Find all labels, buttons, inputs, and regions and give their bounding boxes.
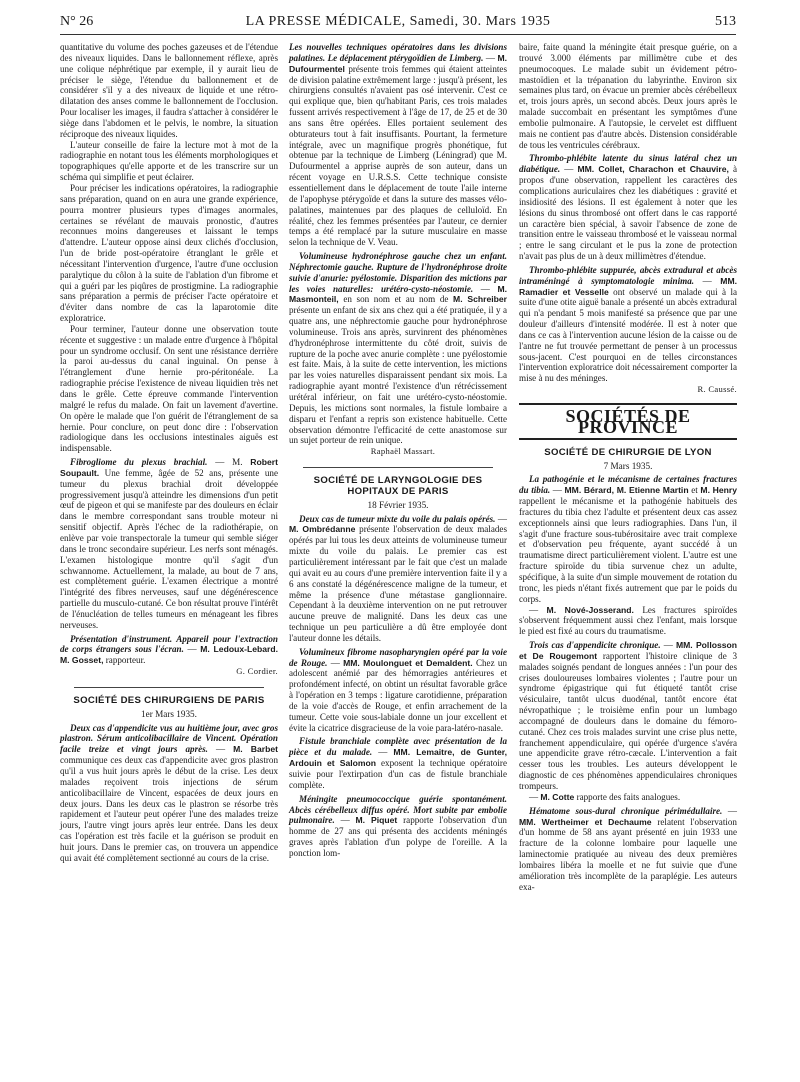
article-entry: — M. Nové-Josserand. Les fractures spiroïdes s'observent fréquemment aussi chez l'enfant, mais lorsque le pied est fixé au cours du traumatisme. (519, 604, 738, 637)
article-title: Thrombo-phlébite latente du sinus latéral chez un diabétique. (519, 153, 737, 175)
article-entry: Méningite pneumococcique guérie spontanément. Abcès cérébelleux diffus opéré. Mort subite par embolie pulmonaire. — M. Piquet rapporte l'observation d'un homme de 27 ans qui présenta des accidents méningés graves après l'ablation d'un polype de l'oreille. A la ponction lom- (289, 793, 507, 858)
author-name: MM. Bérard, M. Etienne Martin (564, 485, 689, 496)
article-entry: Volumineuse hydronéphrose gauche chez un enfant. Néphrectomie gauche. Rupture de l'hydronéphrose droite suivie d'anurie: pyélostomie. Disparition des mictions par les voies naturelles: urétéro-cysto-néostomie. — M. Masmonteil, en son nom et au nom de M. Schreiber présente un enfant de six ans chez qui a été pratiquée, il y a quatre ans, une néphrectomie gauche pour hydronéphrose volumineuse. Trois ans après, survinrent des phénomènes d'hydronéphrose intermittente du côté droit, suivis de rupture de la poche avec anurie complète : une pyélostomie est faite. Mais, à la suite de cette intervention, les mictions par les voies naturelles disparaissent pendant six mois. La radiographie ayant montré l'existence d'un rétrécissement urétéral inférieur, on fait une urétéro-cysto-néostomie. Depuis, les mictions sont normales, la fistule lombaire a disparu et l'enfant a repris son existence habituelle. Cette observation démontre l'efficacité de cette anastomose sur un sujet porteur de rein unique. (289, 251, 507, 446)
article-body: relatent l'observation d'un homme de 58 ans ayant présenté en juin 1933 une fracture de la colonne lombaire pour laquelle une laminectomie pratiquée au niveau des deux premières lombaires libéra la moelle et ne fut suivie que d'une amélioration très incomplète de la paraplégie. Les auteurs exa- (519, 816, 737, 892)
article-title: Volumineuse hydronéphrose gauche chez un enfant. Néphrectomie gauche. Rupture de l'hydronéphrose droite suivie d'anurie: pyélostomie. Disparition des mictions par les voies naturelles: urétéro-cysto-néostomie. (289, 251, 507, 294)
author-name: M. Nové-Josserand. (546, 604, 634, 615)
article-body: Chez un adolescent anémié par des hémorragies antérieures et profondément infecté, on obtint un résultat favorable grâce à l'opération en 3 temps : ligature carotidienne, préparation de la voie d'accès de Rouge, et enfin arrachement de la tumeur. Cette voie sous-labiale donne un jour excellent et évite la cicatrice disgracieuse de la voie para-latéro-nasale. (289, 657, 508, 733)
article-body: présente l'observation de deux malades opérés par lui tous les deux atteints de volumineuse tumeur mixte du voile du palais. Le premier cas est particulièrement intéressant par le fait que c'est un malade qui avait eu au cours d'une première intervention faite il y a 6 ans constaté la dégénérescence maligne de la tumeur, et même la présence d'une métastase ganglionnaire. Cependant à la deuxième intervention on ne put retrouver aucune preuve de malignité. Dans les deux cas une technique un peu particulière a dû être employée dont l'auteur donne les détails. (289, 524, 507, 643)
paragraph: L'auteur conseille de faire la lecture mot à mot de la radiographie en notant tous les éléments morphologiques et topographiques qu'elle apporte et de les transcrire sur un schéma qui simplifie et peut éclairer. (60, 139, 278, 183)
article-entry: Deux cas d'appendicite vus au huitième jour, avec gros plastron. Sérum anticolibacillaire de Vincent. Opération facile treize et vingt jours après. — M. Barbet communique ces deux cas d'appendicite avec gros plastron qu'il a vus huit jours après le début de la crise. Les deux malades reçoivent trois injections de sérum anticolibacillaire de Vincent, espacées de deux jours en deux jours. Dans les deux cas le plastron se résorbe très rapidement et l'auteur peut opérer l'une des malades treize jours, l'autre vingt jours après leur entrée. Dans les deux cas l'opération est très facile et la guérison se produit en huit jours. Dans le premier cas, on trouvera un appendice qui avait été complètement sectionné au cours de la crise. (60, 722, 279, 863)
column-1 (60, 42, 278, 864)
article-body: Les fractures spiroïdes s'observent fréquemment aussi chez l'enfant, mais lorsque le pied est fixé au cours du traumatisme. (519, 604, 738, 637)
signature: Raphaël Massart. (370, 446, 436, 457)
article-entry: Thrombo-phlébite suppurée, abcès extradural et abcès intraméningé à symptomatologie minima. — MM. Ramadier et Vesselle ont observé un malade qui à la suite d'une otite aiguë banale a présenté un abcès extradural qui n'a pendant 5 mois manifesté sa présence que par une douleur d'ailleurs d'intensité modérée. Il est à noter que dans ce cas à l'intervention aucune lésion de la caisse ou de l'antre ne fut trouvée permettant de penser à un processus sous-jacent. C'est pourquoi en de telles circonstances l'intervention exploratrice doit nécessairement comporter la mise à nu des méninges. (519, 264, 738, 384)
article-title: Deux cas de tumeur mixte du voile du palais opérés. (299, 513, 496, 524)
page-header (60, 14, 736, 35)
society-heading: SOCIÉTÉ DE CHIRURGIE DE LYON (544, 446, 712, 458)
author-name: MM. Pollosson et De Rougemont (519, 640, 738, 661)
journal-title: LA PRESSE MÉDICALE, Samedi, 30. Mars 1935 (245, 14, 551, 29)
article-entry: Volumineux fibrome nasopharyngien opéré par la voie de Rouge. — MM. Moulonguet et Demaldent. Chez un adolescent anémié par des hémorragies antérieures et profondément infecté, on obtint un résultat favorable grâce à l'opération en 3 temps : ligature carotidienne, préparation de la voie d'accès de Rouge, et enfin arrachement de la tumeur. Cette voie sous-labiale donne un jour excellent et évite la cicatrice disgracieuse de la voie para-latéro-nasale. (289, 646, 508, 733)
author-name: MM. Ramadier et Vesselle (519, 275, 737, 297)
author-name: M. Dufourmentel (289, 52, 508, 74)
article-body: rapportent l'histoire clinique de 3 malades soignés pendant de longues années : l'un pour des crises douloureuses lombaires violentes ; l'autre pour un syndrome épigastrique qui fut étiqueté tantôt crise vésiculaire, tantôt ulcus duodénal, tantôt encore état névropathique ; le troisième enfin pour un lumbago accompagné de douleurs dans le domaine du fémoro-cutané. Chez ces trois malades survint une crise plus nette, franchement appendiculaire, qui opérée d'urgence s'avéra une appendicite grave rétro-cæcale. L'intervention a fait cesser tous les troubles. Les auteurs développent le diagnostic de ces phénomènes appendiculaires chroniques trompeurs. (519, 650, 738, 791)
column-3 (519, 42, 737, 892)
article-entry: — M. Cotte rapporte des faits analogues. (529, 791, 681, 802)
signature: R. Caussé. (697, 384, 737, 395)
article-entry: Trois cas d'appendicite chronique. — MM. Pollosson et De Rougemont rapportent l'histoire clinique de 3 malades soignés pendant de longues années : l'un pour des crises douloureuses lombaires violentes ; l'autre pour un syndrome épigastrique qui fut étiqueté tantôt crise vésiculaire, tantôt ulcus duodénal, tantôt encore état névropathique ; le troisième enfin pour un lumbago accompagné de douleurs dans le domaine du fémoro-cutané. Chez ces trois malades survint une crise plus nette, franchement appendiculaire, qui opérée d'urgence s'avéra une appendicite grave rétro-cæcale. L'intervention a fait cesser tous les troubles. Les auteurs développent le diagnostic de ces phénomènes appendiculaires chroniques trompeurs. (519, 640, 738, 791)
article-entry: Thrombo-phlébite latente du sinus latéral chez un diabétique. — MM. Collet, Charachon et Chauvire, à propos d'une observation, rappellent les caractères des complications auriculaires chez les diabétiques : gravité et insidiosité des lésions. Il est également à noter que les lésions du sinus thrombosé ont offert dans le cas rapporté un caractère bien spécial, à savoir l'absence de zone de transition entre le vaisseau thrombosé et le vaisseau normal ; entre le sang circulant et le pus la zone de protection n'avait pas plus de un à deux millimètres d'étendue. (519, 153, 738, 262)
session-date: 1er Mars 1935. (141, 708, 197, 719)
article-entry: Fibrogliome du plexus brachial. — M. Robert Soupault. Une femme, âgée de 52 ans, présente une tumeur du plexus brachial droit développée progressivement jusqu'à atteindre les dimensions d'un petit œuf de pigeon et qui se manifeste par des douleurs en éclair dans le membre correspondant sans trouble moteur ni sensitif objectif. Après l'échec de la radiothérapie, on enlève par voie transpectorale la tumeur qui semble siéger dans le tronc secondaire supérieur. Les nerfs sont ménagés. L'examen histologique montre qu'il s'agit d'un schwannome. Actuellement, la malade, au bout de 7 ans, est complètement guérie. L'examen électrique a montré l'intégrité des fibres nerveuses, sauf une dégénérescence partielle du musculo-cutané. Ce bon résultat prouve l'intérêt de l'énucléation de telles tumeurs en ménageant les fibres nerveuses. (60, 457, 278, 630)
article-body: présente un enfant de six ans chez qui a été pratiquée, il y a quatre ans, une néphrectomie gauche pour hydronéphrose volumineuse. Trois ans après, survinrent des phénomènes d'hydronéphrose intermittente du côté droit, suivis de rupture de la poche avec anurie complète : une pyélostomie est faite. Mais, à la suite de cette intervention, les mictions par les voies naturelles disparaissent pendant six mois. La radiographie ayant montré l'existence d'un rétrécissement urétéral inférieur, on fait une urétéro-cysto-néostomie. Depuis, les mictions sont normales, la fistule lombaire a disparu et l'enfant a repris son existence habituelle. Cette observation démontre l'efficacité de cette anastomose sur un sujet porteur de rein unique. (289, 305, 507, 446)
column-2 (289, 42, 507, 859)
article-entry: Les nouvelles techniques opératoires dans les divisions palatines. Le déplacement ptérygoïdien de Limberg. — M. Dufourmentel présente trois femmes qui étaient atteintes de division palatine extrêmement large : jusqu'à présent, les chirurgiens consultés n'avaient pas osé intervenir. C'est ce qui explique que, bien qu'habitant Paris, ces trois malades fussent arrivés respectivement à l'âge de 17, de 25 et de 30 ans sans être opérées. Elles portaient seulement des obturateurs tout à fait insuffisants. Pourtant, la fermeture intégrale, avec un magnifique progrès phonétique, fut obtenue par la technique de Limberg (Léningrad) que M. Dufourmentel a apprise auprès de son auteur, dans un récent voyage en U.R.S.S. Cette technique consiste essentiellement dans le déplacement de toute l'aile interne de l'apophyse ptérygoïde et dans la suture des masses vélo-palatines, maintenues par des plaques de celluloïd. En réalité, chez les femmes présentées par l'auteur, ce dernier temps a été remplacé par la suture musculaire en masse selon la technique de V. Veau. (289, 42, 508, 248)
article-title: Méningite pneumococcique guérie spontanément. Abcès cérébelleux diffus opéré. Mort subite par embolie pulmonaire. (289, 793, 507, 826)
session-date: 18 Février 1935. (367, 499, 429, 510)
author-name: M. Schreiber (453, 294, 507, 305)
article-entry: La pathogénie et le mécanisme de certaines fractures du tibia. — MM. Bérard, M. Etienne Martin et M. Henry rappellent le mécanisme et la pathogénie habituels des fractures du tibia chez l'adulte et présentent deux cas assez exceptionnels ainsi que leurs radiographies. Dans l'un, il s'agit d'une fracture sous-tubérositaire avec trait complexe et d'observation peu fréquente, ayant succédé à un traumatisme direct particulièrement violent. L'autre est une fracture spiroïde du tibia survenue chez un adulte, spécifique, à la suite d'un simple mouvement de rotation du tronc, les pieds n'étant fixés autrement que par le poids du corps. (519, 474, 738, 604)
article-title: Trois cas d'appendicite chronique. (529, 640, 661, 651)
article-entry: Hématome sous-dural chronique périmédullaire. — MM. Wertheimer et Dechaume relatent l'observation d'un homme de 58 ans ayant présenté en juin 1933 une fracture de la colonne lombaire pour laquelle une laminectomie pratiquée au niveau des deux premières lombaires libéra la moelle et ne fut suivie que d'une amélioration très incomplète de la paraplégie. Les auteurs exa- (519, 805, 737, 892)
author-name: Robert Soupault. (60, 457, 278, 478)
article-body: à propos d'une observation, rappellent les caractères des complications auriculaires chez les diabétiques : gravité et insidiosité des lésions. Il est également à noter que les lésions du sinus thrombosé ont offert dans le cas rapporté un caractère bien spécial, à savoir l'absence de zone de transition entre le vaisseau thrombosé et le vaisseau normal ; entre le sang circulant et le pus la zone de protection n'avait pas plus de un à deux millimètres d'étendue. (519, 164, 738, 262)
article-body: présente trois femmes qui étaient atteintes de division palatine extrêmement large : jusqu'à présent, les chirurgiens consultés n'avaient pas osé intervenir. C'est ce qui explique que, bien qu'habitant Paris, ces trois malades fussent arrivés respectivement à l'âge de 17, de 25 et de 30 ans sans être opérées. Elles portaient seulement des obturateurs tout à fait insuffisants. Pourtant, la fermeture intégrale, avec un magnifique progrès phonétique, fut obtenue par la technique de Limberg (Léningrad) que M. Dufourmentel a apprise auprès de son auteur, dans un récent voyage en U.R.S.S. Cette technique consiste essentiellement dans le déplacement de toute l'aile interne de l'apophyse ptérygoïde et dans la suture des masses vélo-palatines, maintenues par des plaques de celluloïd. En réalité, chez les femmes présentées par l'auteur, ce dernier temps a été remplacé par la suture musculaire en masse selon la technique de V. Veau. (289, 63, 507, 248)
article-body: communique ces deux cas d'appendicite avec gros plastron qu'il a vus huit jours après le début de la crise. Les deux malades reçoivent trois injections de sérum anticolibacillaire de Vincent, espacées de deux jours en deux jours. Dans les deux cas le plastron se résorbe très rapidement et l'auteur peut opérer l'une des malades treize jours, l'autre vingt jours après leur entrée. Dans les deux cas l'opération est très facile et la guérison se produit en huit jours. Dans le premier cas, on trouvera un appendice qui avait été complètement sectionné au cours de la crise. (60, 755, 278, 863)
article-title: Fistule branchiale complète avec présentation de la pièce et du malade. (289, 736, 507, 758)
article-body: exposent la technique opératoire suivie pour l'extirpation d'un cas de fistule branchiale complète. (289, 758, 507, 790)
society-heading: SOCIÉTÉ DES CHIRURGIENS DE PARIS (73, 694, 265, 706)
author-name: M. Ombrédanne (289, 524, 356, 535)
article-title: Volumineux fibrome nasopharyngien opéré par la voie de Rouge. (289, 646, 507, 668)
article-entry: Fistule branchiale complète avec présentation de la pièce et du malade. — MM. Lemaitre, de Gunter, Ardouin et Salomon exposent la technique opératoire suivie pour l'extirpation d'un cas de fistule branchiale complète. (289, 736, 507, 790)
article-body: ont observé un malade qui à la suite d'une otite aiguë banale a présenté un abcès extradural qui n'a pendant 5 mois manifesté sa présence que par une douleur d'ailleurs d'intensité modérée. Il est à noter que dans ce cas à l'intervention aucune lésion de la caisse ou de l'antre ne fut trouvée permettant de penser à un processus sous-jacent. C'est pourquoi en de telles circonstances l'intervention exploratrice doit nécessairement comporter la mise à nu des méninges. (519, 286, 738, 384)
article-body: Une femme, âgée de 52 ans, présente une tumeur du plexus brachial droit développée progressivement jusqu'à atteindre les dimensions d'un petit œuf de pigeon et qui se manifeste par des douleurs en éclair dans le membre correspondant sans trouble moteur ni sensitif objectif. Après l'échec de la radiothérapie, on enlève par voie transpectorale la tumeur qui semble siéger dans le tronc secondaire supérieur. Les nerfs sont ménagés. L'examen histologique montre qu'il s'agit d'un schwannome. Actuellement, la malade, au bout de 7 ans, est complètement guérie. L'examen électrique a montré l'intégrité des fibres nerveuses, sauf une dégénérescence partielle du musculo-cutané. Ce bon résultat prouve l'intérêt de l'énucléation de telles tumeurs en ménageant les fibres nerveuses. (60, 467, 278, 630)
page-number: 513 (715, 14, 736, 29)
article-body: rapporte l'observation d'un homme de 27 ans qui présenta des accidents méningés graves après l'ablation d'un polype de l'oreille. A la ponction lom- (289, 815, 507, 858)
divider (303, 467, 493, 468)
article-title: La pathogénie et le mécanisme de certaines fractures du tibia. (519, 474, 737, 496)
article-body: en son nom et au nom de (343, 294, 449, 305)
session-date: 7 Mars 1935. (603, 460, 653, 471)
paragraph: Pour terminer, l'auteur donne une observation toute récente et suggestive : un malade entre d'urgence à l'hôpital pour un syndrome occlusif. On sent une résistance derrière la paroi au-dessus du canal inguinal. On pense à l'étranglement d'une hernie pro-péritonéale. La radiographie précise l'existence de niveau liquidien très net dans le grêle. Cette épreuve commande l'intervention malgré le refus du malade. On fait un lavement d'avertine. On opère le malade que l'on guérit de l'étranglement de sa hernie. Pour conclure, on peut donc dire : l'observation radiologique dans les occlusions intestinales aiguës est indispensable. (60, 323, 278, 454)
signature: G. Cordier. (236, 666, 278, 677)
society-heading: SOCIÉTÉ DE LARYNGOLOGIE DES HOPITAUX DE PARIS (313, 475, 483, 497)
author-name: M. Piquet (355, 815, 398, 826)
author-name: M. Cotte (540, 791, 575, 802)
article-body: et (691, 485, 698, 496)
author-name: M. Barbet (233, 744, 279, 755)
article-title: Présentation d'instrument. Appareil pour l'extraction de corps étrangers sous l'écran. (60, 633, 278, 655)
paragraph: baire, faite quand la méningite était presque guérie, on a trouvé 3.000 éléments par millimètre cube et des pneumocoques. Le malade subit un évidement pétro-mastoïdien et la trépanation du labyrinthe. Environ six semaines plus tard, on évacue un premier abcès cérébelleux et, trois jours après, un second abcès. Deux jours après le malade succombait en présentant les symptômes d'une embolie pulmonaire. A l'autopsie, le cervelet est diffluent mais ne contient pas d'autre abcès. Distension considérable de tous les ventricules cérébraux. (519, 42, 737, 150)
article-title: Les nouvelles techniques opératoires dans les divisions palatines. Le déplacement ptérygoïdien de Limberg. (289, 42, 507, 63)
divider (74, 687, 264, 688)
author-name: M. Ledoux-Lebard. M. Gosset, (60, 644, 278, 666)
article-title: Deux cas d'appendicite vus au huitième jour, avec gros plastron. Sérum anticolibacillaire de Vincent. Opération facile treize et vingt jours après. (60, 722, 278, 755)
author-name: M. Henry (700, 485, 738, 496)
author-name: MM. Wertheimer et Dechaume (519, 816, 652, 827)
author-name: MM. Moulonguet et Demaldent. (343, 657, 473, 668)
article-entry: Deux cas de tumeur mixte du voile du palais opérés. — M. Ombrédanne présente l'observation de deux malades opérés par lui tous les deux atteints de volumineuse tumeur mixte du voile du palais. Le premier cas est particulièrement intéressant par le fait que c'est un malade qui avait eu au cours d'une première intervention faite il y a 6 ans constaté la dégénérescence maligne de la tumeur, et même la présence d'une métastase ganglionnaire. Cependant à la deuxième intervention on ne put retrouver aucune preuve de malignité. Dans les deux cas une technique un peu particulière a dû être employée dont l'auteur donne les détails. (289, 513, 507, 643)
article-title: Hématome sous-dural chronique périmédullaire. (529, 805, 723, 816)
paragraph: Pour préciser les indications opératoires, la radiographie sans préparation, quand on en aura une grande expérience, pourra montrer plusieurs types d'images anormales, certaines se révélant de mauvais pronostic, d'autres reconnues moins dangereuses et laissant le temps d'attendre. L'auteur oppose ainsi deux clichés d'occlusion, l'un de bride post-opératoire étranglant le grêle et nécessitant l'intervention d'urgence, l'autre d'une occlusion paralytique du côlon à la suite de l'ablation d'un fibrome et qui a guéri par les piqûres de prostigmine. La radiographie sans préparation a permis de préciser l'acte opératoire et d'éviter dans nombre de cas la laparotomie dite exploratrice. (60, 182, 278, 324)
article-body: rappellent le mécanisme et la pathogénie habituels des fractures du tibia chez l'adulte et présentent deux cas assez exceptionnels ainsi que leurs radiographies. Dans l'un, il s'agit d'une fracture sous-tubérositaire avec trait complexe et d'observation peu fréquente, ayant succédé à un traumatisme direct particulièrement violent. L'autre est une fracture spiroïde du tibia survenue chez un adulte, spécifique, à la suite d'un simple mouvement de rotation du tronc, les pieds n'étant fixés autrement que par le poids du corps. (519, 496, 737, 604)
author-name: M. Masmonteil, (289, 283, 507, 305)
article-body: rapporteur. (105, 655, 146, 666)
article-entry: Présentation d'instrument. Appareil pour l'extraction de corps étrangers sous l'écran. — M. Ledoux-Lebard. M. Gosset, rapporteur. (60, 633, 278, 666)
article-title: Thrombo-phlébite suppurée, abcès extradural et abcès intraméningé à symptomatologie minima. (519, 264, 737, 286)
issue-number: N° 26 (60, 14, 94, 29)
author-name: MM. Lemaitre, de Gunter, Ardouin et Salomon (289, 747, 507, 769)
article-title: Fibrogliome du plexus brachial. (70, 457, 208, 468)
section-banner: SOCIÉTÉS DE PROVINCE (519, 403, 737, 440)
author-name: MM. Collet, Charachon et Chauvire, (577, 164, 729, 175)
paragraph: quantitative du volume des poches gazeuses et de l'étendue des niveaux liquides. Dans le ballonnement réflexe, après une colique néphrétique par exemple, il y aurait lieu de préciser le siège, l'étendue du ballonnement et de considérer s'il y a des niveaux de liquide et une rétro-dilatation des anses comme le ballonnement de l'occlusion. Pour localiser les images, il faudra s'attacher à considérer le siège dans l'abdomen et le pelvis, le nombre, la situation réciproque des niveaux liquides. (60, 42, 278, 139)
article-body: rapporte des faits analogues. (576, 791, 681, 802)
